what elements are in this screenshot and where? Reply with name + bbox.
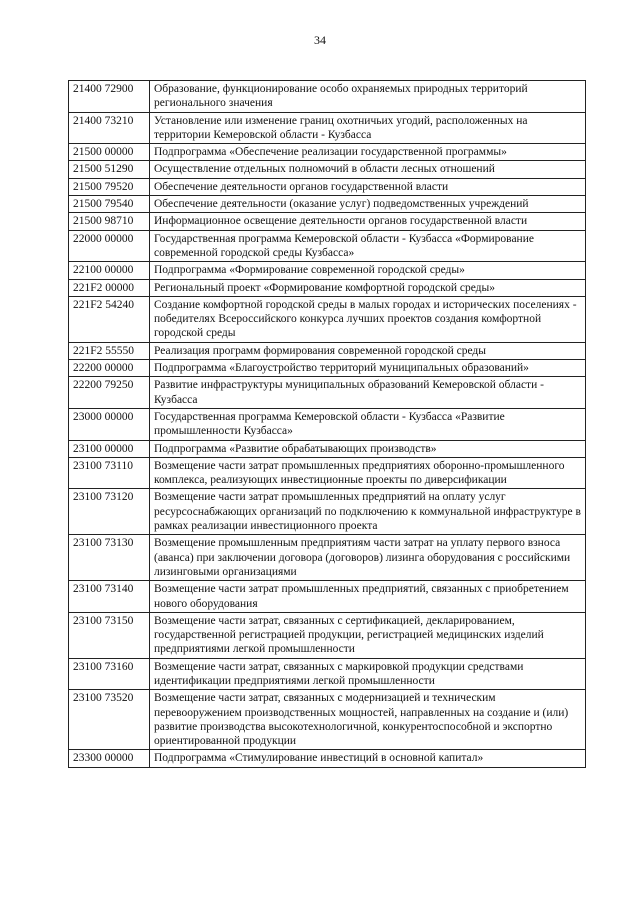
table-row: [69, 750, 586, 767]
row-description-cell: Осуществление отдельных полномочий в области лесных отношений: [150, 161, 586, 178]
row-description-cell: Возмещение промышленным предприятиям части затрат на уплату первого взноса (аванса) при заключении договора (договоров) лизинга оборудования с российскими лизинговыми организациями: [150, 535, 586, 581]
row-description-cell: Государственная программа Кемеровской области - Кузбасса «Развитие промышленности Кузбасса»: [150, 408, 586, 440]
page-number: 34: [314, 33, 326, 47]
table-row: [69, 658, 586, 690]
table-row: [69, 81, 586, 113]
table-row: [69, 112, 586, 144]
row-code-cell: 21400 73210: [69, 112, 150, 144]
row-description-cell: Обеспечение деятельности (оказание услуг) подведомственных учреждений: [150, 196, 586, 213]
table-row: [69, 489, 586, 535]
row-code-cell: 22200 79250: [69, 377, 150, 409]
table-row: [69, 408, 586, 440]
row-code-cell: 21400 72900: [69, 81, 150, 113]
row-description-cell: Установление или изменение границ охотничьих угодий, расположенных на территории Кемеровской области - Кузбасса: [150, 112, 586, 144]
table-row: [69, 440, 586, 457]
row-code-cell: 23100 73520: [69, 690, 150, 750]
table-row: [69, 612, 586, 658]
row-code-cell: 21500 98710: [69, 213, 150, 230]
row-description-cell: Региональный проект «Формирование комфортной городской среды»: [150, 279, 586, 296]
row-description-cell: Информационное освещение деятельности органов государственной власти: [150, 213, 586, 230]
row-code-cell: 23100 73150: [69, 612, 150, 658]
row-description-cell: Возмещение части затрат промышленных предприятиях оборонно-промышленного комплекса, реализующих инвестиционные проекты по диверсификации: [150, 457, 586, 489]
row-code-cell: 221F2 55550: [69, 342, 150, 359]
row-code-cell: 23100 73130: [69, 535, 150, 581]
table-row: [69, 213, 586, 230]
row-code-cell: 22200 00000: [69, 360, 150, 377]
table-row: [69, 296, 586, 342]
table-row: [69, 262, 586, 279]
row-code-cell: 21500 79540: [69, 196, 150, 213]
table-row: [69, 196, 586, 213]
table-row: [69, 360, 586, 377]
row-description-cell: Возмещение части затрат промышленных предприятий, связанных с приобретением нового оборудования: [150, 581, 586, 613]
row-description-cell: Обеспечение деятельности органов государственной власти: [150, 178, 586, 195]
row-description-cell: Государственная программа Кемеровской области - Кузбасса «Формирование современной городской среды Кузбасса»: [150, 230, 586, 262]
table-row: [69, 279, 586, 296]
table-row: [69, 690, 586, 750]
table-row: [69, 342, 586, 359]
row-description-cell: Развитие инфраструктуры муниципальных образований Кемеровской области - Кузбасса: [150, 377, 586, 409]
table-row: [69, 581, 586, 613]
row-code-cell: 22000 00000: [69, 230, 150, 262]
budget-classification-table: [68, 80, 586, 768]
row-code-cell: 221F2 00000: [69, 279, 150, 296]
row-description-cell: Подпрограмма «Стимулирование инвестиций в основной капитал»: [150, 750, 586, 767]
row-code-cell: 221F2 54240: [69, 296, 150, 342]
row-description-cell: Возмещение части затрат, связанных с модернизацией и техническим перевооружением производственных мощностей, направленных на создание и (или) развитие производства высокотехнологичной, конкурентоспособной и экспортно ориентированной продукции: [150, 690, 586, 750]
row-code-cell: 23100 00000: [69, 440, 150, 457]
row-description-cell: Образование, функционирование особо охраняемых природных территорий регионального значения: [150, 81, 586, 113]
table-row: [69, 178, 586, 195]
row-description-cell: Возмещение части затрат, связанных с маркировкой продукции средствами идентификации предприятиями легкой промышленности: [150, 658, 586, 690]
table-row: [69, 144, 586, 161]
row-description-cell: Создание комфортной городской среды в малых городах и исторических поселениях - победителях Всероссийского конкурса лучших проектов создания комфортной городской среды: [150, 296, 586, 342]
row-code-cell: 23000 00000: [69, 408, 150, 440]
row-code-cell: 21500 00000: [69, 144, 150, 161]
row-code-cell: 23300 00000: [69, 750, 150, 767]
table-row: [69, 377, 586, 409]
table-row: [69, 230, 586, 262]
row-code-cell: 23100 73110: [69, 457, 150, 489]
row-description-cell: Подпрограмма «Формирование современной городской среды»: [150, 262, 586, 279]
row-code-cell: 23100 73120: [69, 489, 150, 535]
row-description-cell: Подпрограмма «Обеспечение реализации государственной программы»: [150, 144, 586, 161]
table-row: [69, 457, 586, 489]
row-description-cell: Подпрограмма «Благоустройство территорий муниципальных образований»: [150, 360, 586, 377]
row-code-cell: 23100 73160: [69, 658, 150, 690]
table-row: [69, 535, 586, 581]
row-code-cell: 22100 00000: [69, 262, 150, 279]
row-code-cell: 21500 51290: [69, 161, 150, 178]
table-body: [69, 81, 586, 768]
row-description-cell: Возмещение части затрат, связанных с сертификацией, декларированием, государственной регистрацией продукции, регистрацией медицинских изделий предприятиями легкой промышленности: [150, 612, 586, 658]
row-description-cell: Подпрограмма «Развитие обрабатывающих производств»: [150, 440, 586, 457]
row-description-cell: Реализация программ формирования современной городской среды: [150, 342, 586, 359]
row-code-cell: 23100 73140: [69, 581, 150, 613]
row-description-cell: Возмещение части затрат промышленных предприятий на оплату услуг ресурсоснабжающих организаций по подключению к коммунальной инфраструктуре в рамках реализации инвестиционного проекта: [150, 489, 586, 535]
table-row: [69, 161, 586, 178]
row-code-cell: 21500 79520: [69, 178, 150, 195]
